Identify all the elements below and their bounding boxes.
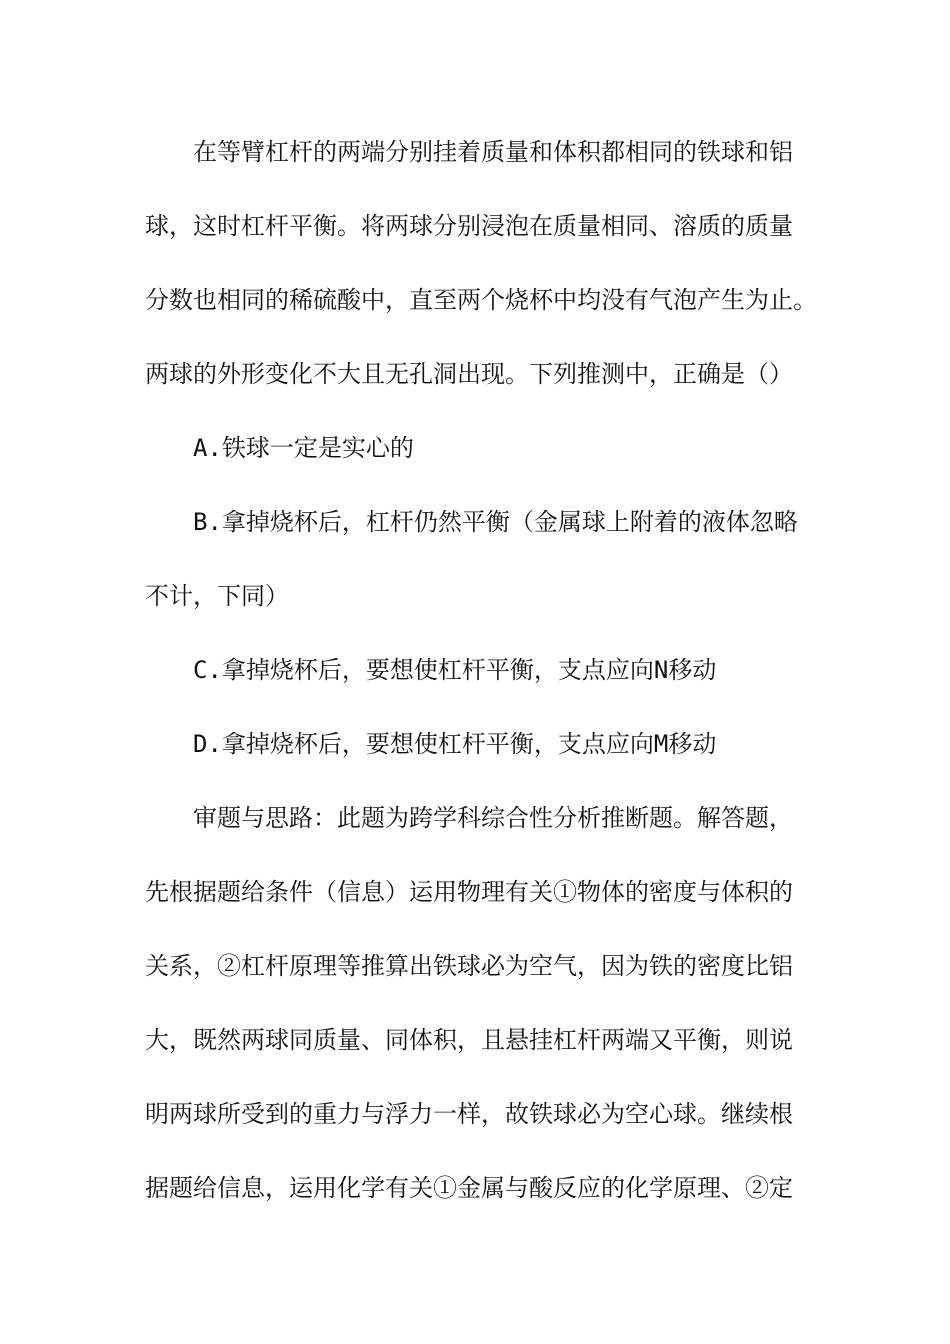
option-b-line-1: B.拿掉烧杯后，杠杆仍然平衡（金属球上附着的液体忽略 (193, 508, 798, 536)
analysis-line-5: 明两球所受到的重力与浮力一样，故铁球必为空心球。继续根 (145, 1100, 793, 1128)
option-a: A.铁球一定是实心的 (193, 434, 414, 462)
option-b-line-2: 不计，下同） (145, 582, 289, 610)
analysis-line-2: 先根据题给条件（信息）运用物理有关①物体的密度与体积的 (145, 878, 793, 906)
analysis-line-6: 据题给信息，运用化学有关①金属与酸反应的化学原理、②定 (145, 1174, 793, 1202)
option-c: C.拿掉烧杯后，要想使杠杆平衡，支点应向N移动 (193, 656, 717, 684)
question-line-1: 在等臂杠杆的两端分别挂着质量和体积都相同的铁球和铝 (193, 138, 793, 166)
question-line-4: 两球的外形变化不大且无孔洞出现。下列推测中，正确是（） (145, 360, 793, 388)
analysis-line-4: 大，既然两球同质量、同体积，且悬挂杠杆两端又平衡，则说 (145, 1026, 793, 1054)
question-line-3: 分数也相同的稀硫酸中，直至两个烧杯中均没有气泡产生为止。 (145, 286, 817, 314)
option-d: D.拿掉烧杯后，要想使杠杆平衡，支点应向M移动 (193, 730, 717, 758)
analysis-line-1: 审题与思路：此题为跨学科综合性分析推断题。解答题， (193, 804, 793, 832)
question-line-2: 球，这时杠杆平衡。将两球分别浸泡在质量相同、溶质的质量 (145, 212, 793, 240)
analysis-line-3: 关系，②杠杆原理等推算出铁球必为空气，因为铁的密度比铝 (145, 952, 793, 980)
document-page (145, 130, 817, 1240)
